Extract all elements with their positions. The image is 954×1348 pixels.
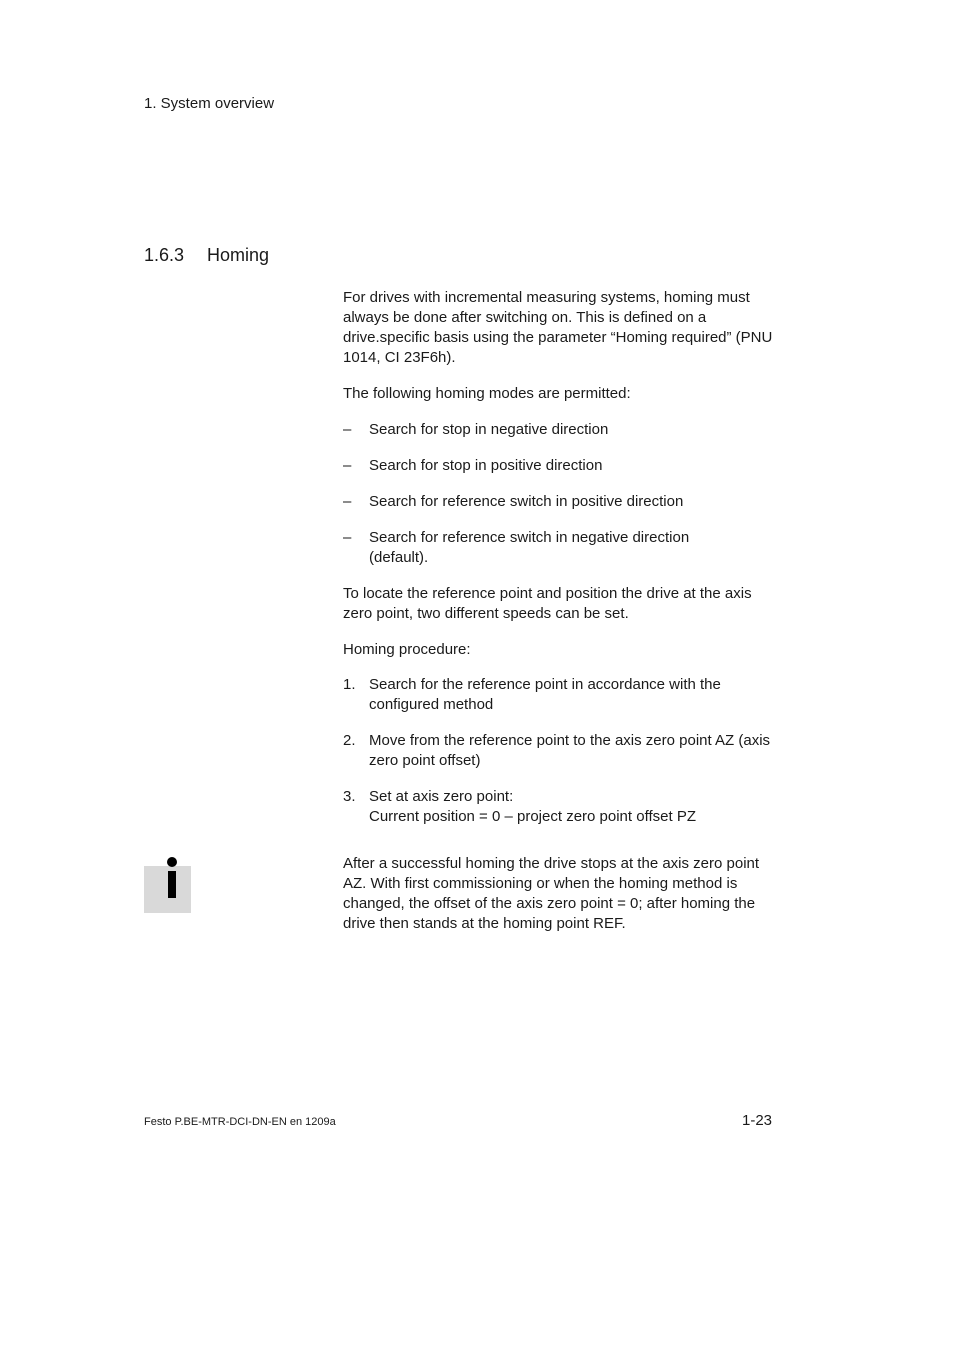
speeds-paragraph: To locate the reference point and position the drive at the axis zero point, two different speeds can be set. [343,585,752,622]
list-item-text: Search for stop in positive direction [369,457,603,474]
step-text: Move from the reference point to the axis zero point AZ (axis zero point offset) [369,732,771,769]
step-number: 2. [343,732,356,749]
info-icon-dot [167,857,177,867]
info-icon-stem [168,871,176,898]
list-item [343,456,783,476]
modes-intro: The following homing modes are permitted: [343,385,631,402]
section-heading [144,245,269,266]
list-dash: – [343,421,352,438]
section-number: 1.6.3 [144,245,185,265]
list-item [343,528,713,568]
list-item-text: Search for stop in negative direction [369,421,609,438]
step-number: 3. [343,788,356,805]
procedure-step [343,675,753,715]
list-item [343,492,783,512]
list-dash: – [343,529,352,546]
list-item-text: Search for reference switch in negative direction (default). [369,529,690,566]
list-dash: – [343,493,352,510]
step-text-line1: Set at axis zero point: [369,788,514,805]
list-item-text: Search for reference switch in positive direction [369,493,684,510]
running-header: 1. System overview [144,95,275,112]
step-number: 1. [343,676,356,693]
procedure-intro: Homing procedure: [343,641,471,658]
procedure-step [343,731,778,771]
footer-document-id: Festo P.BE-MTR-DCI-DN-EN en 1209a [144,1116,336,1128]
step-text-line2: Current position = 0 – project zero point offset PZ [369,808,696,825]
list-dash: – [343,457,352,474]
footer-page-number: 1-23 [742,1112,773,1129]
note-paragraph: After a successful homing the drive stops at the axis zero point AZ. With first commissioning or when the homing method is changed, the offset of the axis zero point = 0; after homing the drive then stands at the homing point REF. [343,855,760,932]
info-icon [144,866,191,913]
procedure-step [343,787,783,827]
list-item [343,420,783,440]
section-title: Homing [207,245,270,265]
intro-paragraph: For drives with incremental measuring systems, homing must always be done after switching on. This is defined on a drive.specific basis using the parameter “Homing required” (PNU 1014, CI 23F6h). [343,289,773,366]
step-text: Search for the reference point in accordance with the configured method [369,676,721,713]
